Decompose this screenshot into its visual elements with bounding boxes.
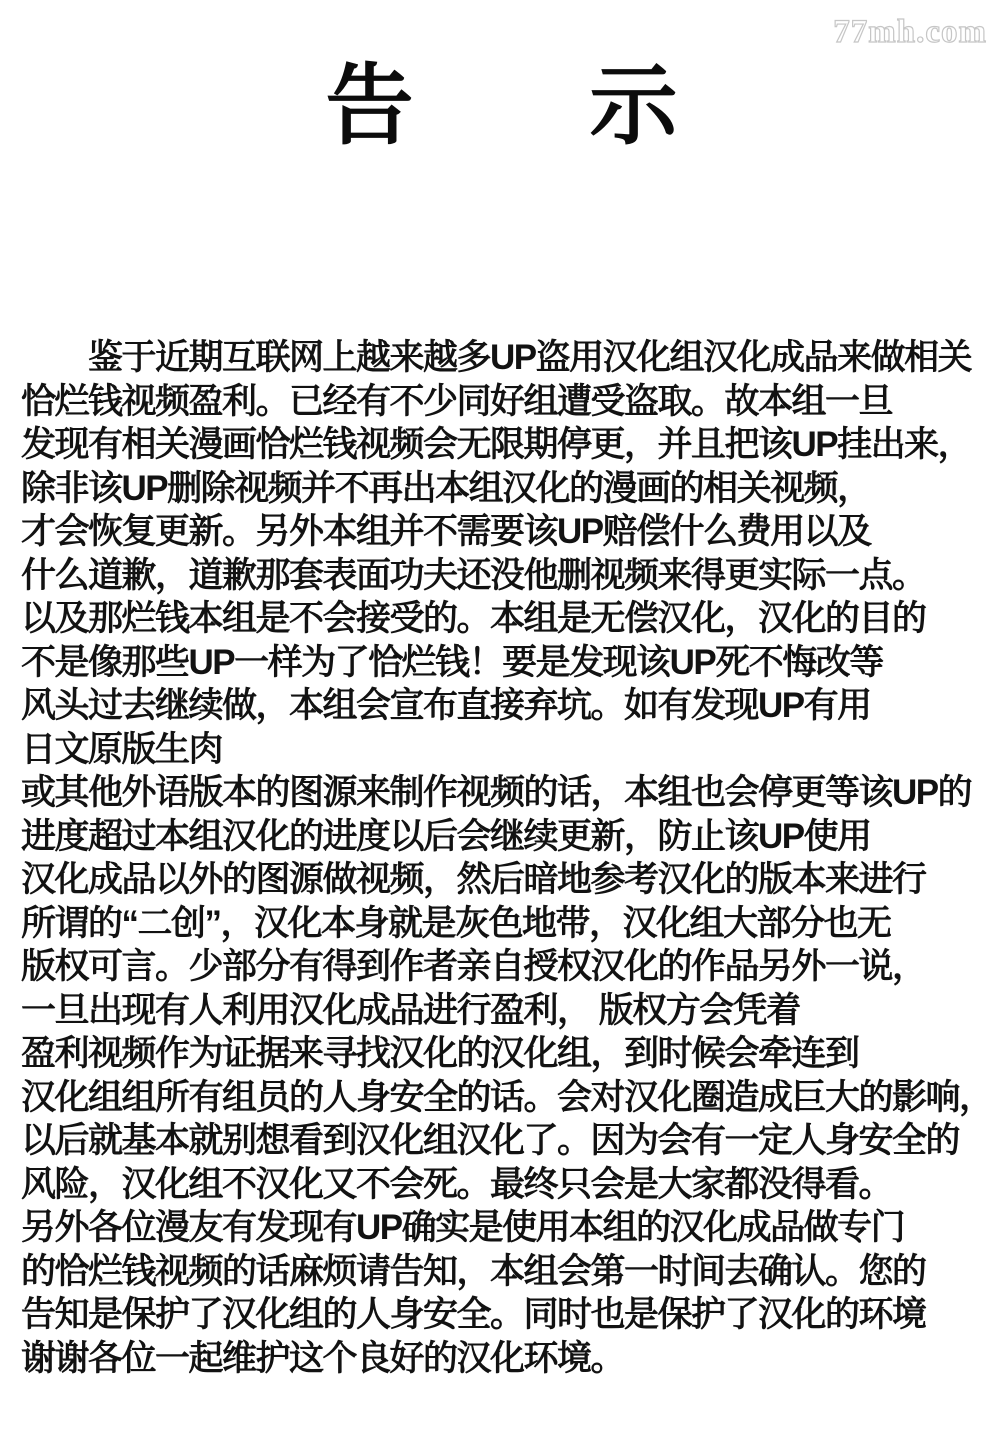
page-title: 告 示 (325, 56, 678, 155)
body-line: 的恰烂钱视频的话麻烦请告知，本组会第一时间去确认。您的 (21, 1251, 926, 1291)
notice-body (21, 336, 993, 1380)
body-line: 汉化成品以外的图源做视频，然后暗地参考汉化的版本来进行 (21, 860, 926, 899)
body-line: 鉴于近期互联网上越来越多UP盗用汉化组汉化成品来做相关 (21, 338, 972, 377)
body-line: 除非该UP删除视频并不再出本组汉化的漫画的相关视频， (21, 468, 871, 508)
body-line: 发现有相关漫画恰烂钱视频会无限期停更，并且把该UP挂出来， (21, 425, 972, 464)
body-line: 风险，汉化组不汉化又不会死。最终只会是大家都没得看。 (21, 1164, 893, 1204)
body-line: 所谓的“二创”，汉化本身就是灰色地带，汉化组大部分也无 (21, 903, 891, 943)
body-line: 日文原版生肉 (21, 729, 223, 769)
body-line: 告知是保护了汉化组的人身安全。同时也是保护了汉化的环境 (21, 1295, 926, 1334)
site-watermark: 77mh.com (833, 14, 987, 50)
body-line: 才会恢复更新。另外本组并不需要该UP赔偿什么费用以及 (21, 512, 871, 551)
body-line: 盈利视频作为证据来寻找汉化的汉化组，到时候会牵连到 (21, 1034, 859, 1073)
body-line: 恰烂钱视频盈利。已经有不少同好组遭受盗取。故本组一旦 (21, 381, 893, 421)
body-line: 不是像那些UP一样为了恰烂钱！要是发现该UP死不悔改等 (21, 642, 883, 682)
body-line: 风头过去继续做，本组会宣布直接弃坑。如有发现UP有用 (21, 686, 871, 725)
body-line: 进度超过本组汉化的进度以后会继续更新，防止该UP使用 (21, 816, 871, 856)
body-line: 谢谢各位一起维护这个良好的汉化环境。 (21, 1338, 625, 1378)
body-line: 什么道歉，道歉那套表面功夫还没他删视频来得更实际一点。 (21, 555, 926, 595)
body-line: 汉化组组所有组员的人身安全的话。会对汉化圈造成巨大的影响， (21, 1077, 993, 1117)
body-line: 另外各位漫友有发现有UP确实是使用本组的汉化成品做专门 (21, 1208, 905, 1247)
body-line: 版权可言。少部分有得到作者亲自授权汉化的作品另外一说， (21, 947, 926, 986)
body-line: 或其他外语版本的图源来制作视频的话，本组也会停更等该UP的 (21, 773, 972, 812)
body-line: 以后就基本就别想看到汉化组汉化了。因为会有一定人身安全的 (21, 1121, 960, 1160)
body-line: 一旦出现有人利用汉化成品进行盈利， 版权方会凭着 (21, 990, 800, 1030)
body-line: 以及那烂钱本组是不会接受的。本组是无偿汉化，汉化的目的 (21, 599, 926, 638)
